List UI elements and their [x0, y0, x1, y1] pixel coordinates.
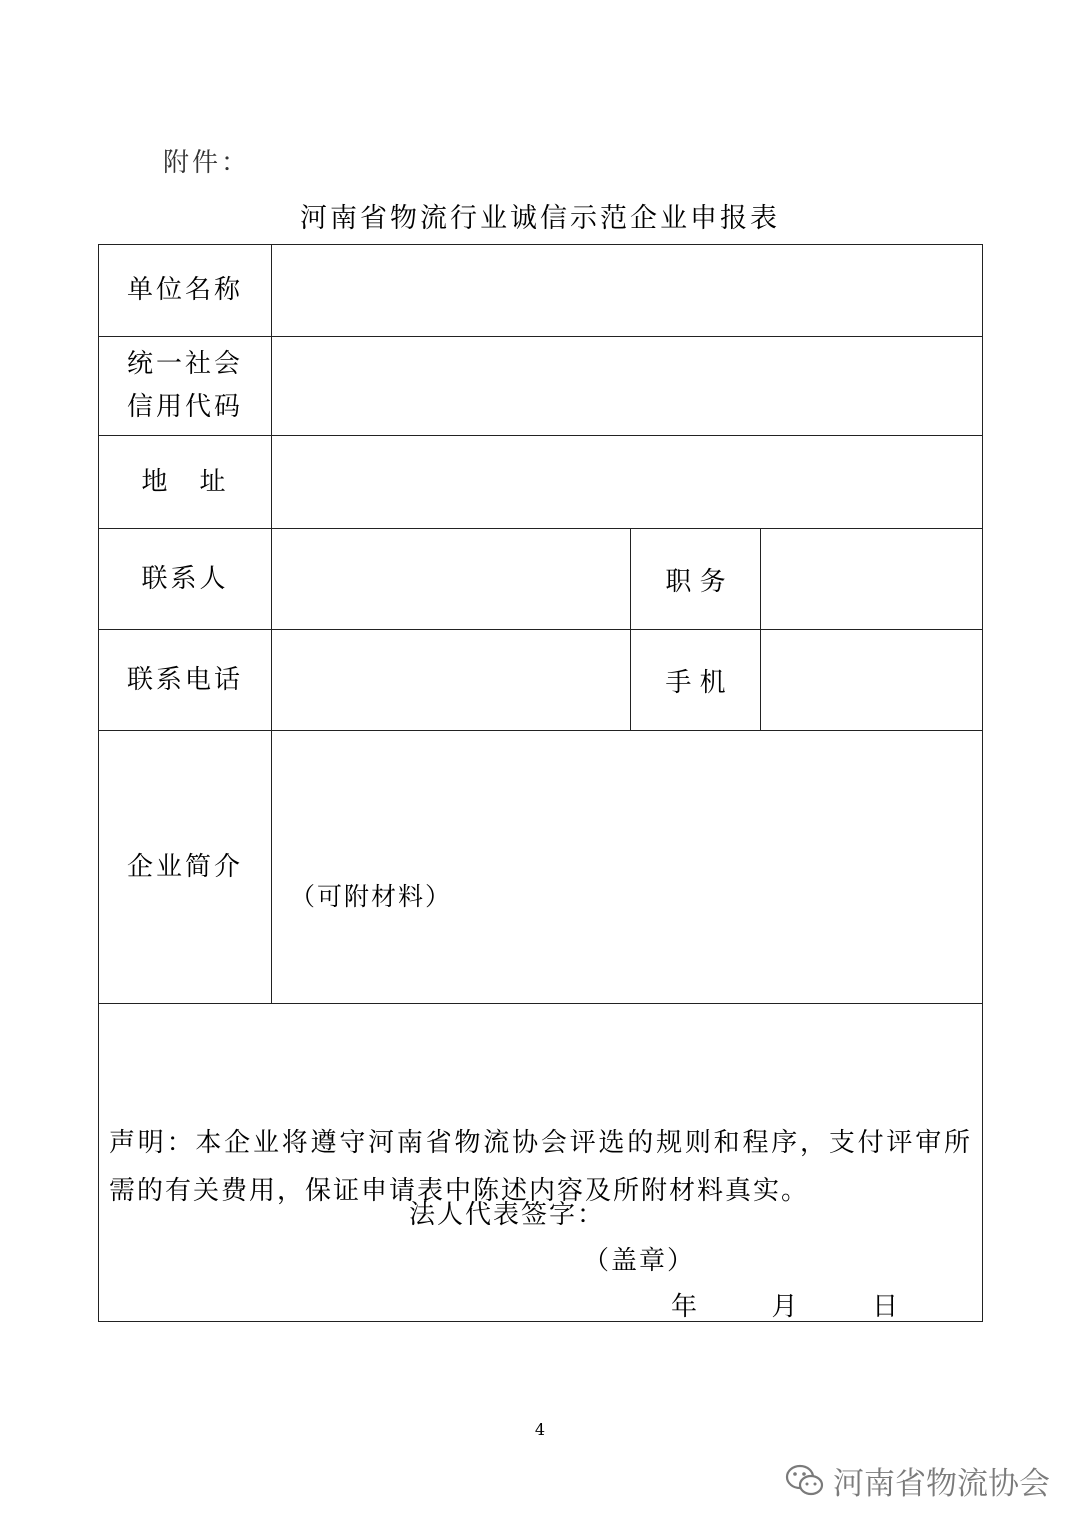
row-declaration [99, 1004, 983, 1322]
application-form-table [98, 244, 983, 1322]
wechat-icon [785, 1463, 825, 1499]
contact-field[interactable] [272, 529, 631, 630]
signature-label: 法人代表签字： [409, 1200, 606, 1230]
date-year: 年 [671, 1292, 698, 1322]
mobile-field[interactable] [761, 630, 983, 731]
row-phone [99, 630, 983, 731]
attachment-label: 附件： [163, 148, 251, 178]
declaration-cell [99, 1004, 983, 1322]
credit-code-field[interactable] [272, 337, 983, 436]
mobile-label: 手 机 [631, 630, 761, 731]
intro-label: 企业简介 [99, 731, 272, 1004]
row-intro [99, 731, 983, 1004]
watermark-text: 河南省物流协会 [833, 1466, 1050, 1502]
position-field[interactable] [761, 529, 983, 630]
row-address [99, 436, 983, 529]
company-name-field[interactable] [272, 245, 983, 337]
seal-label: （盖章） [583, 1246, 696, 1276]
date-line [671, 1286, 898, 1323]
form-title: 河南省物流行业诚信示范企业申报表 [300, 203, 780, 234]
declaration-text: 声明：本企业将遵守河南省物流协会评选的规则和程序，支付评审所需的有关费用，保证申请表中陈述内容及所附材料真实。 [109, 1127, 973, 1206]
intro-hint: （可附材料） [290, 882, 453, 911]
date-month: 月 [771, 1292, 798, 1322]
address-label: 地 址 [99, 436, 272, 529]
intro-field[interactable] [272, 731, 983, 1004]
company-name-label: 单位名称 [99, 245, 272, 337]
phone-label: 联系电话 [99, 630, 272, 731]
credit-code-label [99, 337, 272, 436]
row-credit-code [99, 337, 983, 436]
phone-field[interactable] [272, 630, 631, 731]
credit-code-label-line2: 信用代码 [126, 392, 243, 422]
credit-code-label-line1: 统一社会 [126, 349, 243, 379]
address-field[interactable] [272, 436, 983, 529]
contact-label: 联系人 [99, 529, 272, 630]
watermark [785, 1458, 1050, 1503]
row-company-name [99, 245, 983, 337]
date-day: 日 [872, 1292, 899, 1322]
position-label: 职 务 [631, 529, 761, 630]
page-number: 4 [534, 1420, 546, 1439]
row-contact [99, 529, 983, 630]
